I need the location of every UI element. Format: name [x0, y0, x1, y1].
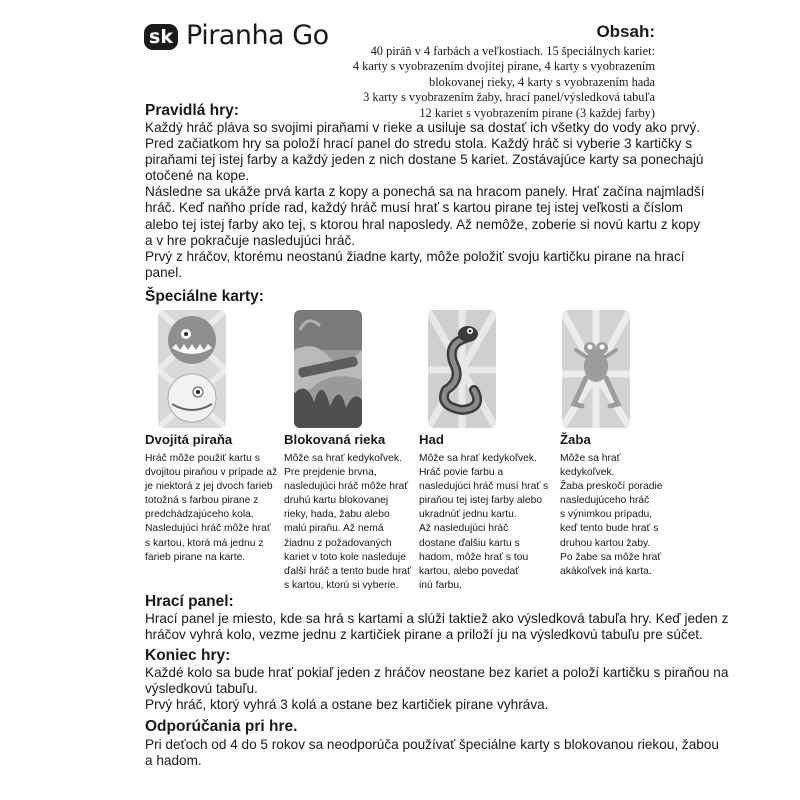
rules-line: alebo tej istej farby ako tej, s ktorou hral naposledy. Až nemôže, zoberie si novú kartu z kopy [145, 216, 701, 232]
card-desc-line: nasledujúci hráč musí hrať s [419, 481, 549, 493]
card-desc-line: predchádzajúceho kola. [145, 509, 254, 521]
rules-line: Prvý z hráčov, ktorému neostanú žiadne karty, môže položiť svoju kartičku pirane na hrací [145, 248, 685, 264]
recommend-line: Pri deťoch od 4 do 5 rokov sa neodporúča používať špeciálne karty s blokovanou riekou, žabou [145, 737, 719, 752]
card-desc-line: Po žabe sa môže hrať [560, 551, 662, 563]
contents-block [335, 22, 655, 121]
rules-line: panel. [145, 264, 183, 280]
card-desc-line: Môže sa hrať kedykoľvek. [419, 453, 537, 464]
card-desc-line: akákoľvek iná karta. [560, 565, 652, 577]
end-heading: Koniec hry: [145, 647, 231, 664]
card-desc-line: Hráč môže použiť kartu s [145, 453, 260, 464]
card-desc-line: dostane ďalšiu kartu s [419, 537, 520, 549]
card-desc-snake [419, 452, 548, 593]
rules-heading: Pravidlá hry: [145, 102, 239, 119]
contents-line: 12 kariet s vyobrazením pirane (3 každej farby) [419, 105, 655, 120]
card-desc-line: Pre prejdenie brvna, [284, 467, 377, 479]
card-desc-line: farieb pirane na karte. [145, 551, 246, 563]
card-desc-line: totožná s farbou pirane z [145, 495, 259, 507]
special-cards-heading: Špeciálne karty: [145, 288, 264, 305]
board-line: Hrací panel je miesto, kde sa hrá s kartami a slúži taktiež ako výsledková tabuľa hry. Keď jeden z [145, 611, 729, 626]
end-text [145, 665, 729, 713]
end-line: výsledkovú tabuľu. [145, 681, 258, 697]
card-desc-line: ďalší hráč a tento bude hrať [284, 565, 411, 577]
double-piranha-icon [158, 310, 226, 428]
recommend-heading: Odporúčania pri hre. [145, 718, 298, 735]
card-desc-blocked-river [284, 452, 411, 593]
card-desc-line: Môže sa hrať [560, 453, 621, 464]
rules-line: Každý hráč pláva so svojimi piraňami v rieke a usiluje sa dostať ich všetky do vody ako prvý. [145, 120, 701, 135]
game-title: Piranha Go [186, 20, 329, 51]
card-desc-line: keď tento bude hrať s [560, 523, 659, 535]
recommend-line: a hadom. [145, 753, 202, 769]
card-desc-line: Môže sa hrať kedykoľvek. [284, 453, 402, 464]
end-line: Každé kolo sa bude hrať pokiaľ jeden z hráčov neostane bez kariet a položí kartičku s piraňou na [145, 665, 729, 680]
card-desc-line: druhou kartou žaby. [560, 537, 651, 549]
card-desc-line: kedykoľvek. [560, 467, 615, 479]
card-desc-line: nasledujúceho hráč [560, 495, 650, 507]
contents-line: 40 piráň v 4 farbách a veľkostiach. 15 špeciálnych kariet: [370, 44, 655, 58]
frog-card [562, 310, 630, 428]
contents-line: blokovanej rieky, 4 karty s vyobrazením hada [429, 74, 655, 89]
language-badge: sk [144, 24, 178, 50]
card-desc-line: rieky, hada, žabu alebo [284, 509, 390, 521]
blocked-river-card [294, 310, 362, 428]
board-heading: Hrací panel: [145, 593, 234, 610]
card-desc-line: Nasledujúci hráč môže hrať [145, 523, 271, 535]
card-desc-line: kartou, alebo povedať [419, 565, 520, 577]
card-title-double-piranha: Dvojitá piraňa [145, 432, 233, 447]
rules-line: hráč. Keď naňho príde rad, každý hráč musí hrať s kartou pirane tej istej veľkosti a číslom [145, 200, 684, 216]
contents-line: 4 karty s vyobrazením dvojitej pirane, 4 karty s vyobrazením [352, 59, 655, 74]
card-desc-line: s kartou, ktorá má jednu z [145, 537, 264, 549]
card-desc-line: ukradnúť jednu kartu. [419, 509, 517, 521]
card-desc-line: Žaba preskočí poradie [560, 481, 663, 493]
rules-text [145, 120, 705, 281]
card-desc-line: piraňou tej istej farby alebo [419, 495, 543, 507]
card-desc-line: nasledujúci hráč môže hrať [284, 481, 409, 493]
rules-line: piraňami tej istej farby a každý jeden z nich dostane 5 kariet. Zostávajúce karty sa ponechajú [145, 152, 704, 168]
card-desc-line: Hráč povie farbu a [419, 467, 504, 479]
snake-icon [428, 310, 496, 428]
double-piranha-card [158, 310, 226, 428]
card-desc-line: hadom, môže hrať s tou [419, 551, 529, 563]
card-desc-line: inú farbu. [419, 579, 462, 591]
recommend-text [145, 737, 719, 769]
frog-icon [562, 310, 630, 428]
card-desc-line: Až nasledujúci hráč [419, 523, 509, 535]
card-title-frog: Žaba [560, 432, 591, 447]
card-desc-line: je niektorá z jej dvoch farieb [145, 481, 273, 493]
card-title-blocked-river: Blokovaná rieka [284, 432, 386, 447]
board-text [145, 611, 729, 643]
snake-card [428, 310, 496, 428]
card-desc-line: s kartou, ktorú si vyberie. [284, 579, 399, 591]
card-title-snake: Had [419, 432, 444, 447]
card-desc-line: dvojitou piraňou v prípade až [145, 467, 278, 479]
contents-title: Obsah: [596, 22, 655, 41]
rules-line: Následne sa ukáže prvá karta z kopy a ponechá sa na hracom panely. Hrať začína najmladší [145, 184, 705, 200]
card-desc-line: kariet v toto kole nasleduje [284, 551, 406, 563]
board-line: hráčov vyhrá kolo, vezme jednu z kartičiek pirane a priloží ju na výsledkovú tabuľu pre súčet. [145, 627, 703, 643]
card-desc-line: druhú kartu blokovanej [284, 495, 389, 507]
rules-line: otočené na kope. [145, 168, 250, 184]
card-desc-double-piranha [145, 452, 277, 565]
card-desc-frog [560, 452, 662, 579]
card-desc-line: malú piraňu. Až nemá [284, 523, 384, 535]
blocked-river-icon [294, 310, 362, 428]
card-desc-line: s výnimkou prípadu, [560, 509, 653, 521]
end-line: Prvý hráč, ktorý vyhrá 3 kolá a ostane bez kartičiek pirane vyhráva. [145, 697, 549, 713]
contents-line: 3 karty s vyobrazením žaby, hrací panel/výsledková tabuľa [363, 90, 655, 105]
rules-line: a v hre pokračuje nasledujúci hráč. [145, 232, 356, 248]
rules-line: Pred začiatkom hry sa položí hrací panel do stredu stola. Každý hráč si vyberie 3 kartičky s [145, 136, 693, 152]
card-desc-line: žiadnu z požadovaných [284, 537, 392, 549]
